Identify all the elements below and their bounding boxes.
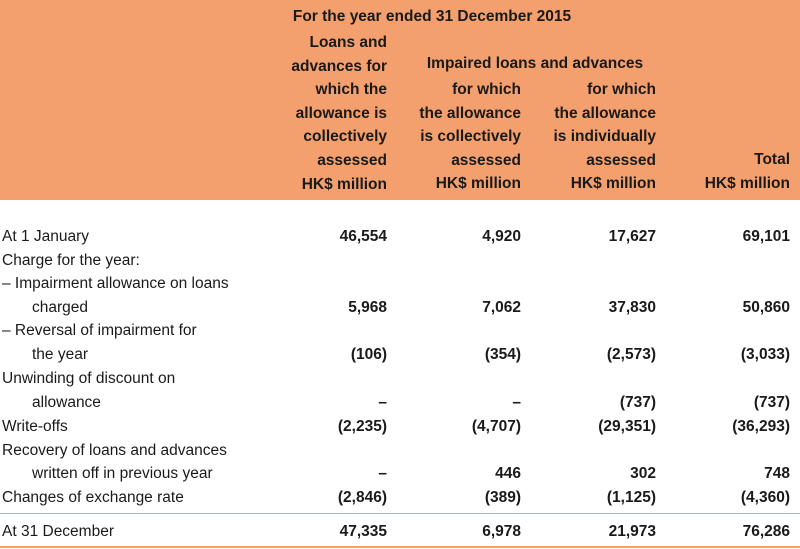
row-label: At 1 January <box>2 228 90 245</box>
row-value: 76,286 <box>742 523 790 540</box>
row-value: (1,125) <box>606 489 656 506</box>
row-value: (2,846) <box>337 489 387 506</box>
table-header <box>0 0 800 200</box>
column-header-line: collectively <box>303 128 387 146</box>
row-value: 5,968 <box>348 299 387 316</box>
row-value: 46,554 <box>339 228 387 245</box>
row-value: 69,101 <box>742 228 790 245</box>
row-value: 47,335 <box>339 523 387 540</box>
column-header-line: assessed <box>451 151 521 169</box>
column-header-line: for which <box>452 81 521 98</box>
bottom-rule <box>0 546 800 548</box>
column-header-line: the allowance <box>419 104 521 122</box>
row-value: 302 <box>630 465 656 482</box>
column-header-line: allowance is <box>295 104 387 122</box>
row-label: the year <box>32 346 89 363</box>
row-label: Recovery of loans and advances <box>2 442 227 459</box>
column-header-impaired-individual <box>554 78 657 196</box>
row-value: 4,920 <box>482 228 521 245</box>
row-value: 6,978 <box>482 523 521 540</box>
column-header-line: for which <box>587 81 656 98</box>
row-value: (3,033) <box>740 346 790 363</box>
column-header-line: is collectively <box>420 128 521 146</box>
column-header-line: HK$ million <box>570 175 656 193</box>
period-heading: For the year ended 31 December 2015 <box>292 8 572 25</box>
row-label: Unwinding of discount on <box>2 370 176 387</box>
row-label: – Impairment allowance on loans <box>2 275 229 292</box>
row-value: (389) <box>484 489 521 506</box>
row-value: 748 <box>764 465 790 482</box>
column-header-impaired-collective <box>419 78 521 196</box>
row-label: Write-offs <box>2 418 68 435</box>
row-value: 21,973 <box>608 523 656 540</box>
row-value: 7,062 <box>482 299 521 316</box>
row-label: written off in previous year <box>32 465 213 482</box>
row-label: Changes of exchange rate <box>2 489 184 506</box>
column-header-line: HK$ million <box>301 175 387 193</box>
column-header-line: advances for <box>291 57 387 75</box>
row-value: – <box>512 394 521 411</box>
row-value: 446 <box>495 465 521 482</box>
row-value: (737) <box>619 394 656 411</box>
column-header-line: Total <box>754 151 790 168</box>
row-value: (2,573) <box>606 346 656 363</box>
column-header-collective <box>291 31 387 196</box>
row-value: 37,830 <box>608 299 656 316</box>
column-header-line: assessed <box>317 151 387 169</box>
column-header-line: which the <box>315 81 387 99</box>
row-value: (737) <box>753 394 790 411</box>
column-header-line: is individually <box>553 128 656 146</box>
row-label: allowance <box>32 394 101 411</box>
subtotal-rule <box>0 513 800 514</box>
row-value: – <box>378 394 387 411</box>
column-header-line: assessed <box>586 151 656 169</box>
impaired-group-heading: Impaired loans and advances <box>426 55 644 72</box>
row-value: (29,351) <box>598 418 656 435</box>
column-header-line: Loans and <box>309 34 387 51</box>
row-value: 50,860 <box>742 299 790 316</box>
row-value: 17,627 <box>608 228 656 245</box>
row-value: – <box>378 465 387 482</box>
column-header-total <box>705 148 790 195</box>
row-value: (354) <box>484 346 521 363</box>
row-label: – Reversal of impairment for <box>2 322 197 339</box>
row-value: (36,293) <box>732 418 790 435</box>
row-value: (106) <box>350 346 387 363</box>
column-header-line: HK$ million <box>435 175 521 193</box>
column-header-line: the allowance <box>554 104 656 122</box>
row-value: (4,707) <box>471 418 521 435</box>
row-label: charged <box>32 299 89 316</box>
row-value: (4,360) <box>740 489 790 506</box>
row-label: At 31 December <box>2 523 114 540</box>
column-header-line: HK$ million <box>704 174 790 192</box>
row-label: Charge for the year: <box>2 252 140 269</box>
row-value: (2,235) <box>337 418 387 435</box>
